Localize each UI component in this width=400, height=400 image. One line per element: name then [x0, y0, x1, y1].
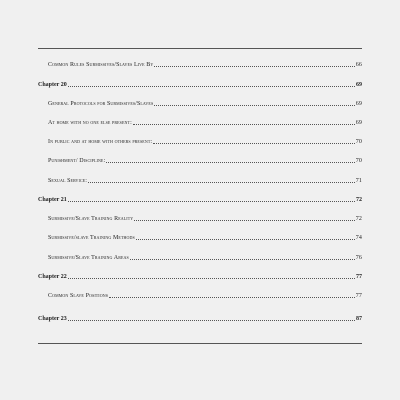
toc-entry[interactable]: [48, 216, 362, 222]
top-rule: [38, 48, 362, 49]
dot-leader: [134, 220, 355, 221]
toc-entry-title: At home with no one else present:: [48, 120, 132, 126]
dot-leader: [68, 320, 355, 321]
toc-chapter[interactable]: [38, 274, 362, 280]
dot-leader: [154, 66, 354, 67]
toc-entry-page: 69: [355, 101, 362, 107]
toc-entry-page: 87: [356, 316, 362, 322]
dot-leader: [136, 239, 355, 240]
toc-entry-title: Common Rules Submissives/Slaves Live By: [48, 62, 154, 68]
toc-entry-page: 72: [355, 216, 362, 222]
dot-leader: [68, 201, 355, 202]
dot-leader: [106, 162, 355, 163]
toc-entry[interactable]: [48, 158, 362, 164]
toc-entry[interactable]: [48, 62, 362, 68]
toc-chapter[interactable]: [38, 82, 362, 88]
toc-entry-title: Common Slave Positions: [48, 293, 109, 299]
toc-entry-page: 69: [355, 120, 362, 126]
toc-entry-page: 76: [355, 255, 362, 261]
toc-entry-page: 74: [355, 235, 362, 241]
toc-entry[interactable]: [48, 178, 362, 184]
dot-leader: [68, 278, 355, 279]
dot-leader: [130, 259, 355, 260]
toc-entry-title: Chapter 23: [38, 316, 67, 322]
toc-entry-title: Chapter 21: [38, 197, 67, 203]
toc-entry-page: 70: [355, 158, 362, 164]
toc-entry[interactable]: [48, 101, 362, 107]
toc-entry-page: 77: [356, 274, 362, 280]
toc-entry-title: In public and at home with others present:: [48, 139, 153, 145]
bottom-rule: [38, 343, 362, 344]
dot-leader: [153, 143, 355, 144]
dot-leader: [109, 297, 355, 298]
toc-entry-page: 66: [355, 62, 362, 68]
toc-entry-title: Sexual Service:: [48, 178, 88, 184]
toc-entry-title: Submissive/Slave Training Reality: [48, 216, 134, 222]
toc-entry-page: 70: [355, 139, 362, 145]
toc-entry-page: 77: [355, 293, 362, 299]
toc-entry-title: General Protocols for Submissives/Slaves: [48, 101, 154, 107]
dot-leader: [154, 105, 355, 106]
toc-entry-page: 72: [356, 197, 362, 203]
toc-entry[interactable]: [48, 139, 362, 145]
toc-entry[interactable]: [48, 120, 362, 126]
dot-leader: [133, 124, 355, 125]
dot-leader: [88, 182, 355, 183]
toc-entry-page: 69: [356, 82, 362, 88]
toc-entry-title: Submissive/Slave Training Areas: [48, 255, 129, 261]
toc-chapter[interactable]: [38, 197, 362, 203]
toc-entry-title: Chapter 22: [38, 274, 67, 280]
toc-entry[interactable]: [48, 293, 362, 299]
toc-entry[interactable]: [48, 255, 362, 261]
toc-chapter[interactable]: [38, 316, 362, 322]
toc-entry-title: Chapter 20: [38, 82, 67, 88]
dot-leader: [68, 86, 355, 87]
toc-entry-page: 71: [355, 178, 362, 184]
toc-entry-title: Submissive/slave Training Methods: [48, 235, 135, 241]
toc-entry-title: Punishment/ Discipline:: [48, 158, 106, 164]
toc-entry[interactable]: [48, 235, 362, 241]
